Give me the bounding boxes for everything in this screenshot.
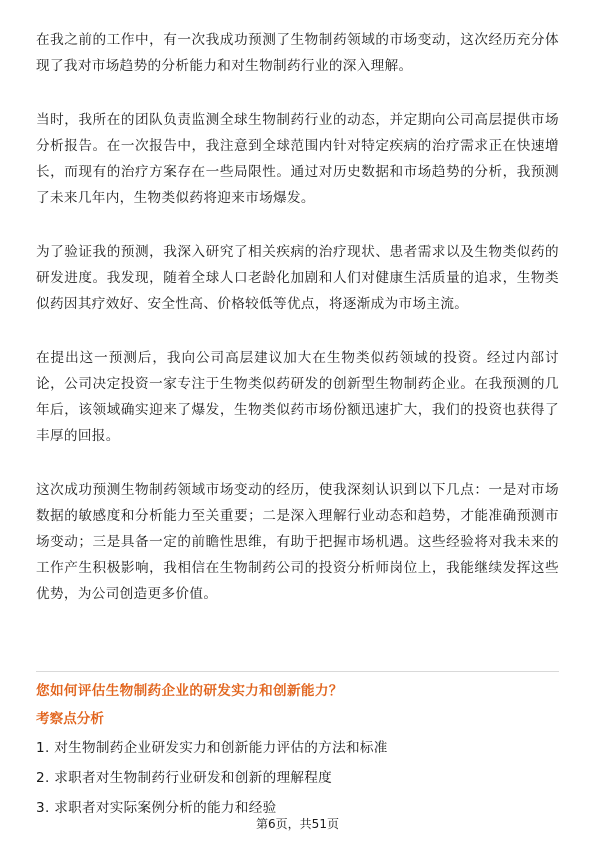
list-item: 2. 求职者对生物制药行业研发和创新的理解程度 <box>36 770 333 786</box>
interview-question: 您如何评估生物制药企业的研发实力和创新能力？ <box>36 683 343 699</box>
paragraph-lessons: 这次成功预测生物制药领域市场变动的经历，使我深刻认识到以下几点：一是对市场数据的敏感度和分析能力至关重要；二是深入理解行业动态和趋势，才能准确预测市场变动；三是具备一定的前瞻性思维，有助于把握市场机遇。这些经验将对我未来的工作产生积极影响，我相信在生物制药公司的投资分析师岗位上，我能继续发挥这些优势，为公司创造更多价值。 <box>36 482 559 602</box>
answer-body <box>36 27 559 635</box>
paragraph-context: 当时，我所在的团队负责监测全球生物制药行业的动态，并定期向公司高层提供市场分析报告。在一次报告中，我注意到全球范围内针对特定疾病的治疗需求正在快速增长，而现有的治疗方案存在一些局限性。通过对历史数据和市场趋势的分析，我预测了未来几年内，生物类似药将迎来市场爆发。 <box>36 112 559 206</box>
list-item: 3. 求职者对实际案例分析的能力和经验 <box>36 800 277 816</box>
list-item: 1. 对生物制药企业研发实力和创新能力评估的方法和标准 <box>36 740 388 756</box>
paragraph-intro: 在我之前的工作中，有一次我成功预测了生物制药领域的市场变动，这次经历充分体现了我对市场趋势的分析能力和对生物制药行业的深入理解。 <box>36 32 559 74</box>
paragraph-research: 为了验证我的预测，我深入研究了相关疾病的治疗现状、患者需求以及生物类似药的研发进度。我发现，随着全球人口老龄化加剧和人们对健康生活质量的追求，生物类似药因其疗效好、安全性高、价格较低等优点，将逐渐成为市场主流。 <box>36 244 559 312</box>
section-divider <box>36 671 559 672</box>
page-number: 第6页，共51页 <box>256 817 339 831</box>
analysis-heading: 考察点分析 <box>36 711 104 727</box>
analysis-points-list <box>36 738 559 828</box>
paragraph-outcome: 在提出这一预测后，我向公司高层建议加大在生物类似药领域的投资。经过内部讨论，公司决定投资一家专注于生物类似药研发的创新型生物制药企业。在我预测的几年后，该领域确实迎来了爆发，生物类似药市场份额迅速扩大，我们的投资也获得了丰厚的回报。 <box>36 350 559 444</box>
